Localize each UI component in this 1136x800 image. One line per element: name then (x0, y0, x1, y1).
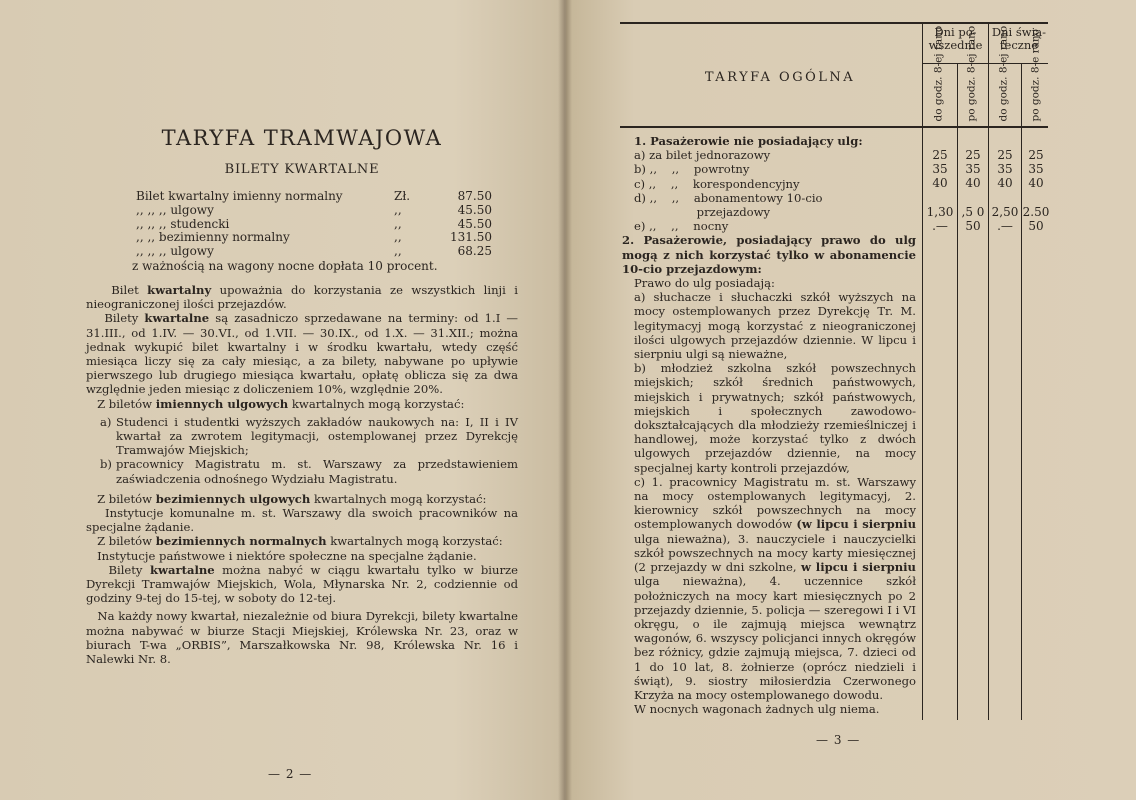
fare-value: 35 (932, 162, 948, 177)
fare-row-label: c) ,, ,, korespondencyjny (634, 176, 800, 191)
fare-value: 25 (965, 148, 981, 162)
price-row (132, 245, 496, 259)
holiday-header-line: teczne (999, 38, 1039, 52)
book-gutter (558, 0, 572, 800)
fare-value: 40 (965, 176, 981, 191)
fare-row-label: przejazdowy (634, 205, 771, 220)
fare-value: 35 (965, 162, 981, 177)
paragraph-5: Instytucje komunalne m. st. Warszawy dla swoich pracowników na specjalne żądanie. (86, 506, 518, 535)
fare-value: 2.50 (1022, 204, 1050, 219)
holiday-header-line: Dni świą- (991, 25, 1047, 39)
price-value: 87.50 (457, 189, 492, 203)
price-unit: ,, (394, 202, 402, 217)
table-top-rule (620, 22, 1048, 24)
fare-value (923, 191, 957, 205)
paragraph-9: Na każdy nowy kwartał, niezależnie od biura Dyrekcji, bilety kwartalne można nabywać w biurze Stacji Miejskiej, Królewska Nr. 23, oraz w biurach T-wa „ORBIS”, Marszałkowska Nr. 98, Królewska Nr. 16 i Nalewki Nr. 8. (86, 609, 518, 667)
weekday-header-line: wszednie (928, 38, 983, 52)
fare-value (958, 191, 988, 205)
right-page-title: TARYFA OGÓLNA (704, 70, 856, 85)
price-label: ,, ,, ,, studencki (136, 216, 230, 231)
price-unit: Zł. (394, 189, 411, 203)
left-page-title: TARYFA TRAMWAJOWA (161, 126, 443, 150)
fare-row-label: a) za bilet jednorazowy (634, 148, 771, 163)
subheader-early-holiday: do godz. 8-ej rano (997, 25, 1010, 122)
left-page-subtitle: BILETY KWARTALNE (224, 162, 380, 177)
left-body-text (86, 283, 518, 666)
fare-value: 50 (965, 218, 981, 233)
subheader-late-holiday: po godz. 8-e rano (1029, 29, 1042, 122)
fare-value: 40 (932, 176, 948, 191)
fare-value: 35 (1028, 162, 1044, 177)
paragraph-8: Bilety kwartalne można nabyć w ciągu kwartału tylko w biurze Dyrekcji Tramwajów Miejskich, Wola, Młynarska Nr. 2, codziennie od godziny 9-tej do 15-tej, w soboty do 12-tej. (86, 562, 518, 606)
fare-value: 35 (997, 162, 1013, 177)
fare-value: 25 (1028, 148, 1044, 162)
fare-column-2 (958, 148, 988, 233)
fare-value: 40 (997, 176, 1013, 191)
fare-row-label: d) ,, ,, abonamentowy 10-cio (634, 190, 823, 205)
price-table (132, 190, 496, 259)
price-label: Bilet kwartalny imienny normalny (136, 189, 343, 203)
table-header-rule (620, 126, 1048, 128)
price-value: 45.50 (457, 216, 492, 231)
weekday-header-line: Dni po- (934, 25, 977, 39)
fare-value: 1,30 (926, 204, 954, 219)
fare-value: 50 (1028, 218, 1044, 233)
fare-column-3 (989, 148, 1021, 233)
fare-value: ,5 0 (961, 204, 985, 219)
section-1-rows (622, 148, 916, 233)
fare-row-label: e) ,, ,, nocny (634, 219, 729, 234)
price-row (132, 190, 496, 204)
fare-value: 2,50 (991, 204, 1019, 219)
list-item: b) pracownicy Magistratu m. st. Warszawy za przedstawieniem zaświadczenia odnośnego Wydziału Magistratu. (100, 457, 518, 486)
fare-value: 25 (932, 148, 948, 162)
paragraph-1: Bilet kwartalny upoważnia do korzystania ze wszystkich linji i nieograniczonej ilości przejazdów. (86, 283, 518, 312)
right-body-text (622, 134, 916, 716)
section-2-intro: Prawo do ulg posiadają: (634, 276, 775, 291)
right-page-number: — 3 — (816, 733, 861, 747)
section-2-a: a) słuchacze i słuchaczki szkół wyższych na mocy ostemplowanych przez Dyrekcję Tr. M. legitymacyj mogą korzystać z nieograniczonej ilości ulgowych przejazdów dziennie. W lipcu i sierpniu ulgi są nieważne, (634, 290, 916, 362)
night-note: z ważnością na wagony nocne dopłata 10 procent. (132, 259, 438, 273)
price-row (132, 231, 496, 245)
price-label: ,, ,, ,, ulgowy (136, 244, 214, 259)
price-row (132, 218, 496, 232)
price-value: 45.50 (457, 202, 492, 217)
column-divider (988, 24, 989, 720)
fare-column-4 (1022, 148, 1050, 233)
left-page-number: — 2 — (268, 767, 313, 781)
fare-value: .— (932, 218, 948, 233)
column-divider (922, 24, 923, 720)
fare-value: 25 (997, 148, 1013, 162)
price-unit: ,, (394, 244, 402, 259)
fare-row-label: b) ,, ,, powrotny (634, 162, 750, 177)
price-label: ,, ,, bezimienny normalny (136, 230, 290, 245)
paragraph-6: Z biletów bezimiennych normalnych kwartalnych mogą korzystać: (97, 534, 503, 549)
subheader-late-weekday: po godz. 8-ej rano (965, 25, 978, 122)
paragraph-3: Z biletów imiennych ulgowych kwartalnych mogą korzystać: (97, 396, 465, 411)
section-1-title: 1. Pasażerowie nie posiadający ulg: (634, 134, 863, 148)
price-value: 68.25 (457, 244, 492, 259)
paragraph-7: Instytucje państwowe i niektóre społeczne na specjalne żądanie. (97, 548, 477, 563)
section-2-b: b) młodzież szkolna szkół powszechnych miejskich; szkół średnich państwowych, miejskich i prywatnych; szkół państwowych, miejskich i społecznych zawodowo-dokształcających dla młodzieży rzemieślniczej i handlowej, może korzystać tylko z dwóch ulgowych przejazdów dziennie, na mocy specjalnej karty kontroli przejazdów, (634, 361, 916, 475)
fare-value (1022, 191, 1050, 205)
section-2-end: W nocnych wagonach żadnych ulg niema. (634, 702, 880, 717)
section-2-title: 2. Pasażerowie, posiadający prawo do ulg mogą z nich korzystać tylko w abonamencie 10-cio przejazdowym: (622, 233, 916, 276)
section-2-c: c) 1. pracownicy Magistratu m. st. Warszawy na mocy ostemplowanych legitymacyj, 2. kierownicy szkół powszechnych na mocy ostemplowanych dowodów (w lipcu i sierpniu ulga nieważna), 3. nauczyciele i nauczycielki szkół powszechnych na mocy karty miesięcznej (2 przejazdy w dni szkolne, w lipcu i sierpniu ulga nieważna), 4. uczennice szkół położniczych na mocy kart miesięcznych po 2 przejazdy dziennie, 5. policja — szeregowi I i VI okręgu, o ile zajmują miejsca wewnątrz wagonów, 6. wszyscy policjanci innych okręgów bez różnicy, gdzie zajmują miejsca, 7. dzieci od 1 do 10 lat, 8. żołnierze (oprócz niedzieli i świąt), 9. siostry miłosierdzia Czerwonego Krzyża na mocy ostemplowanego dowodu. (634, 474, 916, 702)
fare-value (989, 191, 1021, 205)
subheader-early-weekday: do godz. 8-ej rano (932, 25, 945, 122)
paragraph-2: Bilety kwartalne są zasadniczo sprzedawane na terminy: od 1.I — 31.III., od 1.IV. — 30.VI., od 1.VII. — 30.IX., od 1.X. — 31.XII.; można jednak wykupić bilet kwartalny i w środku kwartału, wtedy część miesiąca liczy się za cały miesiąc, a za bilety, nabywane po upływie pierwszego lub drugiego miesiąca kwartału, opłatę oblicza się za dwa względnie jeden miesiąc z doliczeniem 10%, względnie 20%. (86, 311, 518, 397)
price-label: ,, ,, ,, ulgowy (136, 202, 214, 217)
eligibility-list (86, 415, 518, 486)
price-row (132, 204, 496, 218)
price-value: 131.50 (450, 230, 492, 245)
price-unit: ,, (394, 216, 402, 231)
fare-value: .— (997, 218, 1013, 233)
fare-value: 40 (1028, 176, 1044, 191)
price-unit: ,, (394, 230, 402, 245)
paragraph-4: Z biletów bezimiennych ulgowych kwartalnych mogą korzystać: (97, 491, 487, 506)
list-item: a) Studenci i studentki wyższych zakładów naukowych na: I, II i IV kwartał za zwrotem legitymacji, ostemplowanej przez Dyrekcję Tramwajów Miejskich; (100, 414, 518, 458)
fare-column-1 (923, 148, 957, 233)
